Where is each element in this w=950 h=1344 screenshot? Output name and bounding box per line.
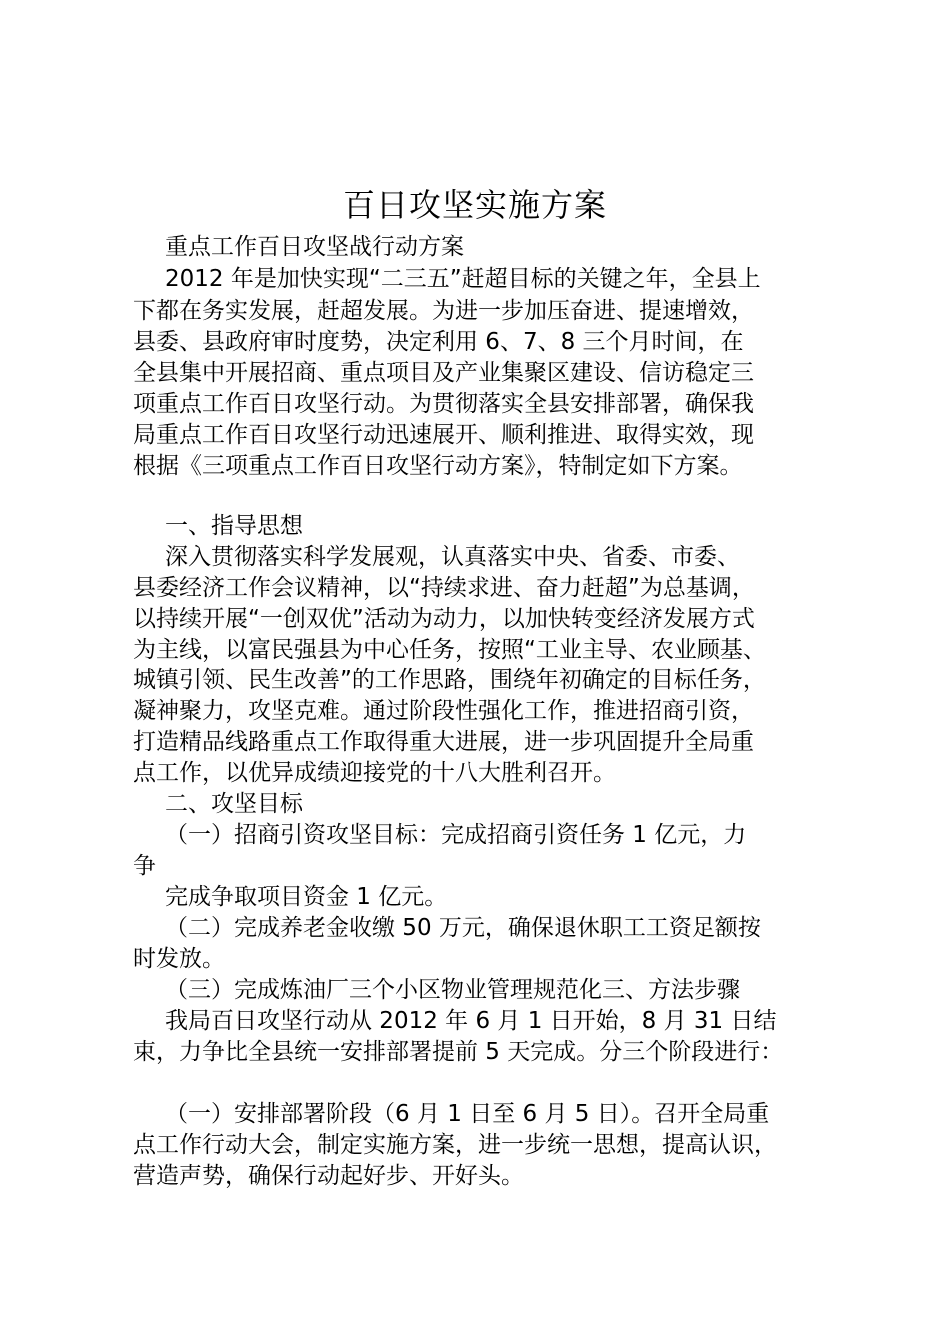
paragraph-line: 打造精品线路重点工作取得重大进展，进一步巩固提升全局重 <box>133 729 754 755</box>
paragraph-line: 2012 年是加快实现“二三五”赶超目标的关键之年，全县上 <box>165 266 761 292</box>
paragraph-line: 项重点工作百日攻坚行动。为贯彻落实全县安排部署，确保我 <box>133 391 754 417</box>
paragraph-line: 以持续开展“一创双优”活动为动力，以加快转变经济发展方式 <box>133 606 755 632</box>
paragraph-line: 县委经济工作会议精神，以“持续求进、奋力赶超”为总基调， <box>133 575 755 601</box>
paragraph-line: 县委、县政府审时度势，决定利用 6、7、8 三个月时间，在 <box>133 329 744 355</box>
section-heading: 二、攻坚目标 <box>165 791 303 817</box>
paragraph-line: 局重点工作百日攻坚行动迅速展开、顺利推进、取得实效，现 <box>133 422 754 448</box>
section-heading: 一、指导思想 <box>165 513 303 539</box>
paragraph-line: 凝神聚力，攻坚克难。通过阶段性强化工作，推进招商引资， <box>133 698 754 724</box>
paragraph-line: 时发放。 <box>133 946 225 972</box>
paragraph-line: 深入贯彻落实科学发展观，认真落实中央、省委、市委、 <box>165 544 740 570</box>
document-title: 百日攻坚实施方案 <box>342 186 607 224</box>
paragraph-line: （一）安排部署阶段（6 月 1 日至 6 月 5 日）。召开全局重 <box>165 1101 770 1127</box>
paragraph-line: 为主线，以富民强县为中心任务，按照“工业主导、农业顾基、 <box>133 637 766 663</box>
paragraph-line: 城镇引领、民生改善”的工作思路，围绕年初确定的目标任务， <box>133 667 766 693</box>
paragraph-line: （一）招商引资攻坚目标：完成招商引资任务 1 亿元，力 <box>165 822 747 848</box>
paragraph-line: 全县集中开展招商、重点项目及产业集聚区建设、信访稳定三 <box>133 360 754 386</box>
paragraph-line: 点工作行动大会，制定实施方案，进一步统一思想，提高认识， <box>133 1132 777 1158</box>
paragraph-line: 争 <box>133 853 156 879</box>
paragraph-line: 根据《三项重点工作百日攻坚行动方案》，特制定如下方案。 <box>133 453 743 479</box>
paragraph-line: （三）完成炼油厂三个小区物业管理规范化三、方法步骤 <box>165 977 740 1003</box>
paragraph-line: 完成争取项目资金 1 亿元。 <box>165 884 448 910</box>
paragraph-line: 营造声势，确保行动起好步、开好头。 <box>133 1163 524 1189</box>
paragraph-line: 我局百日攻坚行动从 2012 年 6 月 1 日开始，8 月 31 日结 <box>165 1008 777 1034</box>
paragraph-line: 点工作，以优异成绩迎接党的十八大胜利召开。 <box>133 760 616 786</box>
paragraph-line: 下都在务实发展，赶超发展。为进一步加压奋进、提速增效， <box>133 298 754 324</box>
subtitle-line: 重点工作百日攻坚战行动方案 <box>165 234 464 260</box>
paragraph-line: 束，力争比全县统一安排部署提前 5 天完成。分三个阶段进行： <box>133 1039 784 1065</box>
paragraph-line: （二）完成养老金收缴 50 万元，确保退休职工工资足额按 <box>165 915 761 941</box>
